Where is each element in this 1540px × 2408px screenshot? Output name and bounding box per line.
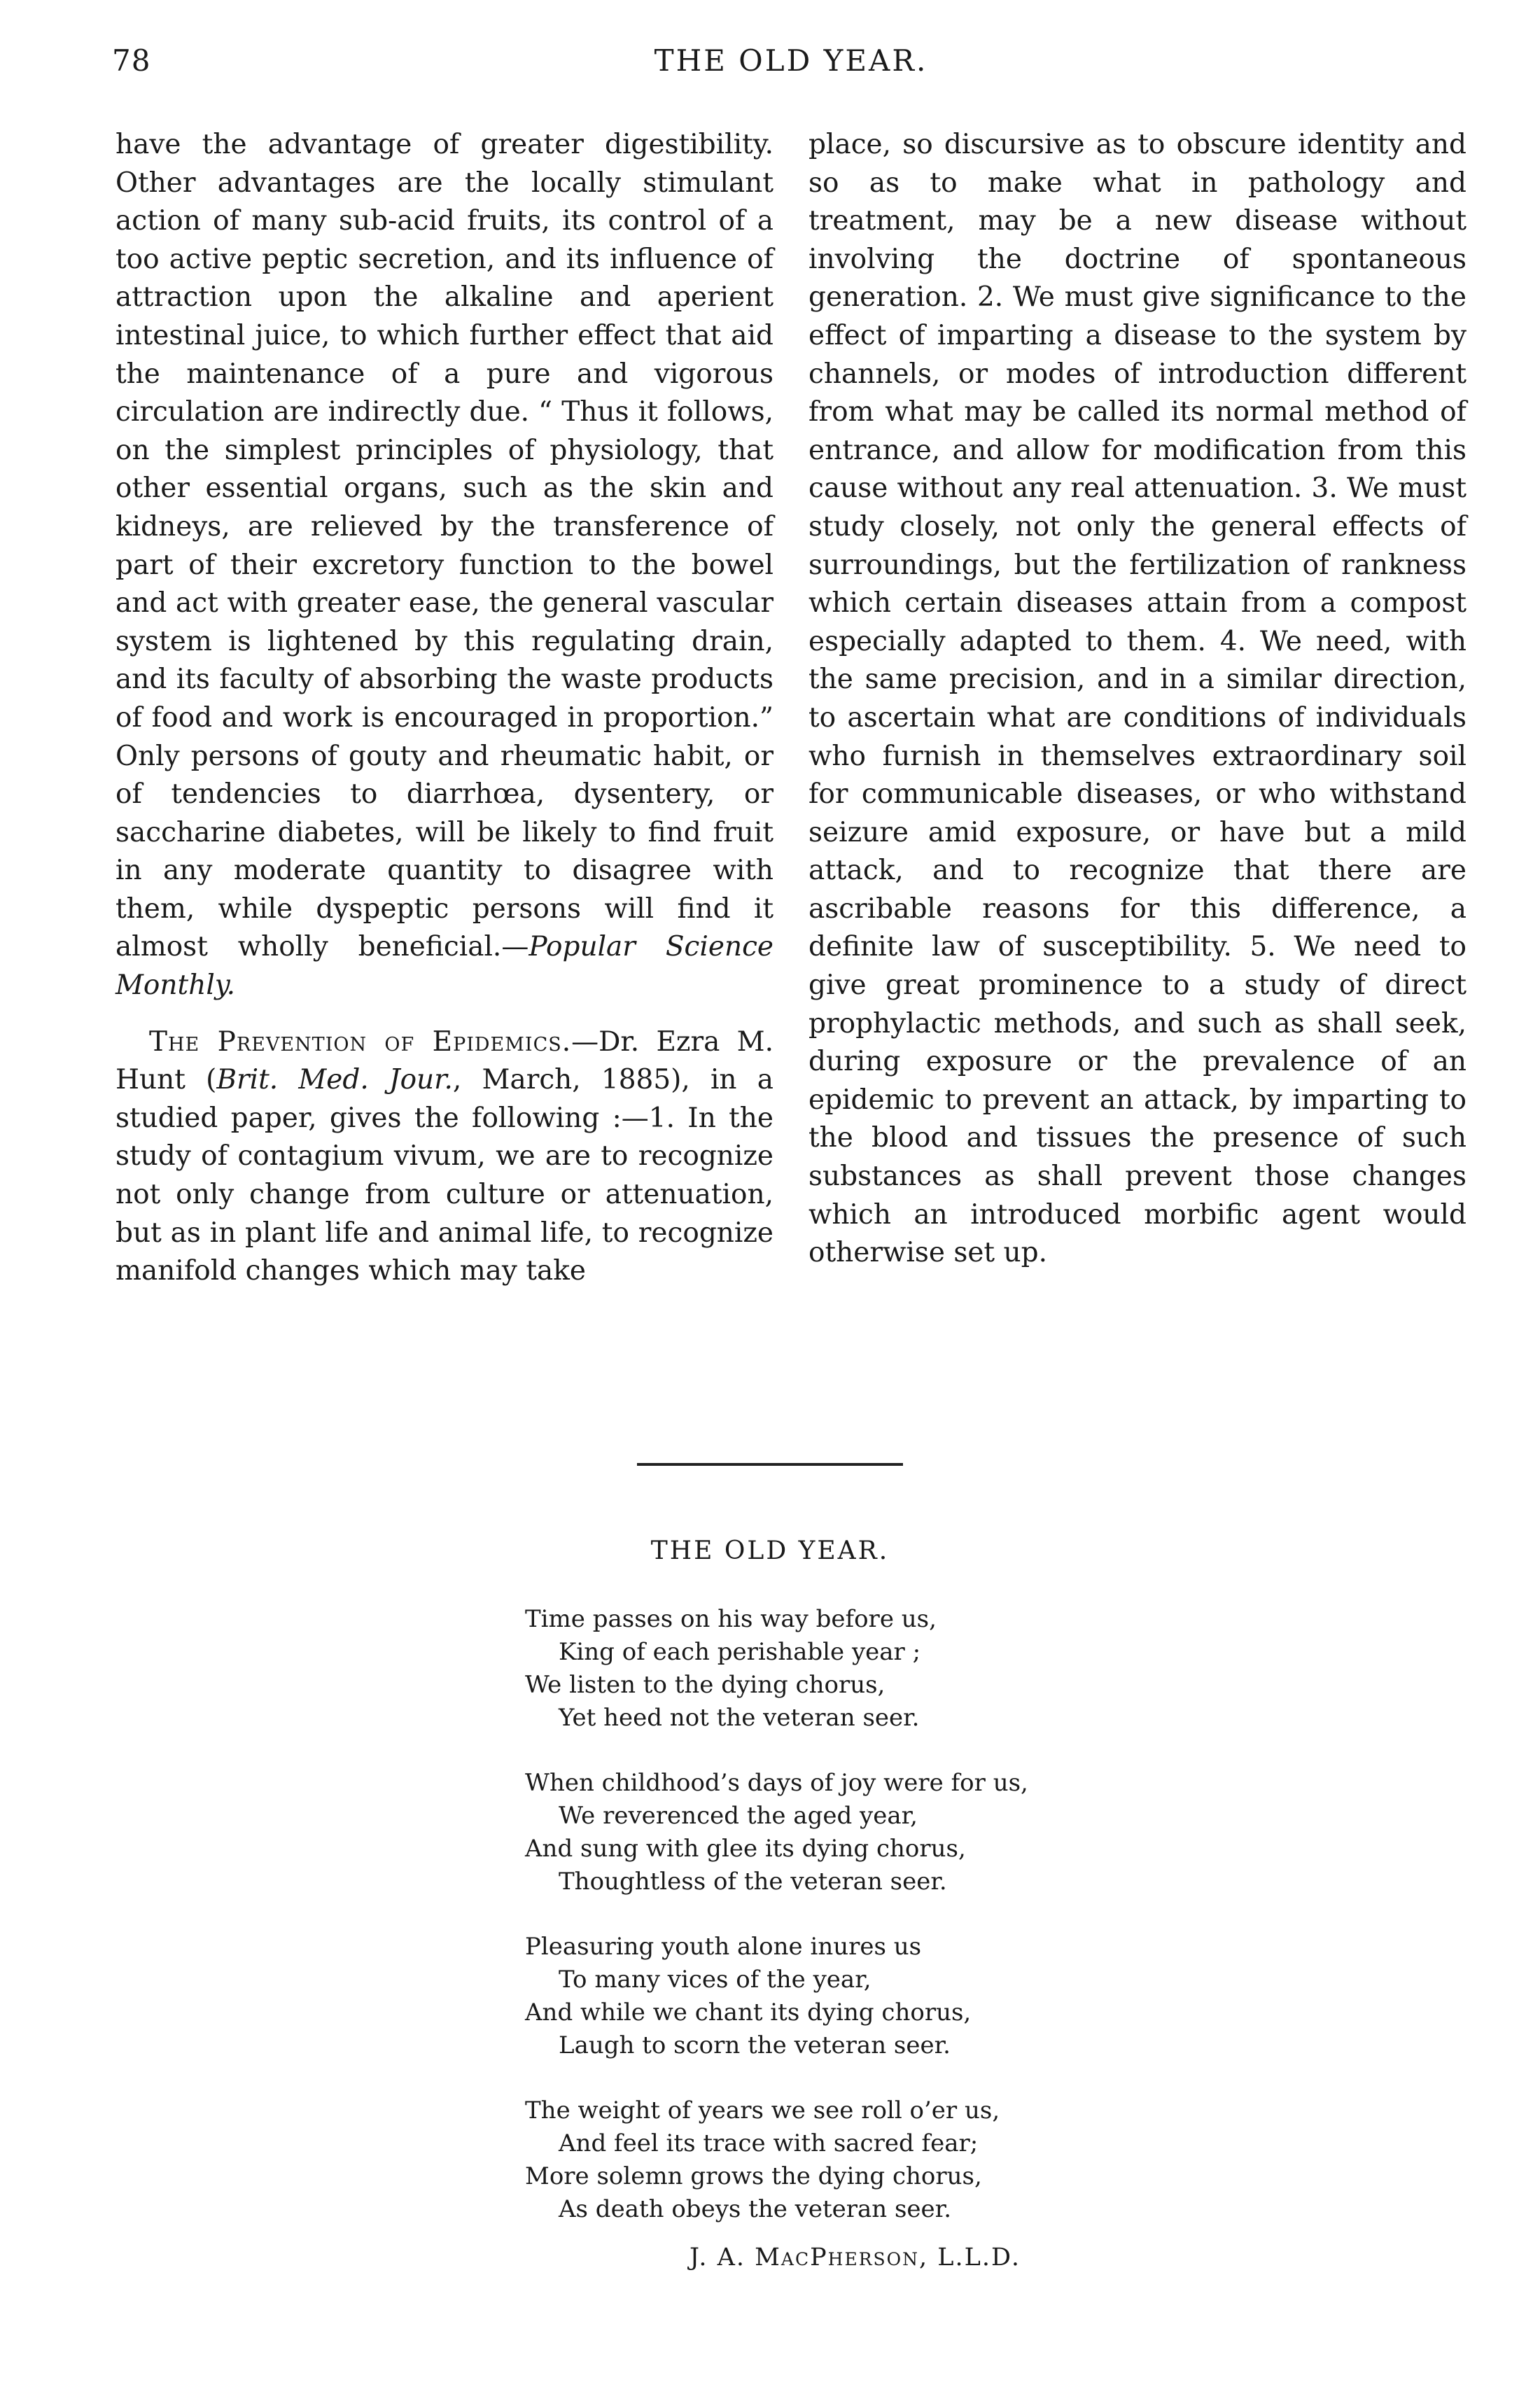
right-column: [808, 126, 1466, 1273]
poem-title: THE OLD YEAR.: [650, 1536, 890, 1565]
poem-stanza: [525, 2094, 1155, 2226]
poem-stanza: [525, 1931, 1155, 2062]
poem-line: We reverenced the aged year,: [559, 1802, 918, 1830]
poem-line: King of each perishable year ;: [559, 1638, 921, 1666]
poem-line: Laugh to scorn the veteran seer.: [559, 2031, 951, 2059]
poem-line: Yet heed not the veteran seer.: [559, 1704, 920, 1732]
epidemics-intro-text: , March, 1885), in a studied paper, gives the following :—1. In the study of contagium vivum, we are to recognize not only change from culture or attenuation, but as in plant life and animal life, to recognize manifold changes which may take: [115, 1064, 774, 1287]
poem-line: And while we chant its dying chorus,: [525, 1998, 972, 2026]
poem-stanza: [525, 1603, 1155, 1735]
poem-line: To many vices of the year,: [559, 1966, 872, 1994]
poem-line: And feel its trace with sacred fear;: [559, 2129, 979, 2157]
fruit-article-citation: Popular Science Monthly.: [115, 931, 774, 1002]
epidemics-continuation: place, so discursive as to obscure identity and so as to make what in pathology and treatment, may be a new disease without involving the doctrine of spontaneous generation. 2. We must give significance to the effect of imparting a disease to the system by channels, or modes of introduction different from what may be called its normal method of entrance, and allow for modification from this cause without any real attenuation. 3. We must study closely, not only the general effects of surroundings, but the fertilization of rankness which certain diseases attain from a compost especially adapted to them. 4. We need, with the same precision, and in a similar direction, to ascertain what are conditions of individuals who furnish in themselves extraordinary soil for communicable diseases, or who withstand seizure amid exposure, or have but a mild attack, and to recognize that there are ascribable reasons for this difference, a definite law of susceptibility. 5. We need to give great prominence to a study of direct prophylactic methods, and such as shall seek, during exposure or the prevalence of an epidemic to prevent an attack, by imparting to the blood and tissues the presence of such substances as shall prevent those changes which an introduced morbific agent would otherwise set up.: [808, 129, 1466, 1269]
poem-signature: J. A. MacPherson, L.L.D.: [690, 2244, 1021, 2272]
section-divider: [637, 1463, 903, 1466]
fruit-article-text: have the advantage of greater digestibility. Other advantages are the locally stimulant action of many sub-acid fruits, its control of a too active peptic secretion, and its influence of attraction upon the alkaline and aperient intestinal juice, to which further effect that aid the maintenance of a pure and vigorous circulation are indirectly due. “ Thus it follows, on the simplest principles of physiology, that other essential organs, such as the skin and kidneys, are relieved by the transference of part of their excretory function to the bowel and act with greater ease, the general vascular system is lightened by this regulating drain, and its faculty of absorbing the waste products of food and work is encouraged in proportion.” Only persons of gouty and rheumatic habit, or of tendencies to diarrhœa, dysentery, or saccharine diabetes, will be likely to find fruit in any moderate quantity to disagree with them, while dyspeptic persons will find it almost wholly beneficial.—: [115, 129, 774, 963]
poem-line: And sung with glee its dying chorus,: [525, 1835, 966, 1863]
epidemics-journal: Brit. Med. Jour.: [216, 1064, 453, 1096]
left-column: [115, 126, 774, 1291]
epidemics-author-intro: —Dr. Ezra M. Hunt (: [115, 1026, 774, 1096]
running-title: THE OLD YEAR.: [654, 43, 928, 78]
poem-line: Pleasuring youth alone inures us: [525, 1933, 922, 1961]
poem-line: The weight of years we see roll o’er us,: [525, 2096, 1000, 2124]
poem-line: Time passes on his way before us,: [525, 1605, 937, 1633]
poem-stanza: [525, 1767, 1155, 1898]
poem-line: More solemn grows the dying chorus,: [525, 2162, 982, 2190]
fruit-article-paragraph: [115, 126, 774, 1005]
poem-line: Thoughtless of the veteran seer.: [559, 1868, 947, 1896]
poem-line: When childhood’s days of joy were for us,: [525, 1769, 1028, 1797]
epidemics-article-paragraph: [115, 1023, 774, 1291]
page-number: 78: [112, 43, 151, 78]
page-header: [112, 43, 1470, 92]
poem-body: [525, 1603, 1155, 2258]
poem-line: As death obeys the veteran seer.: [559, 2195, 951, 2223]
poem-line: We listen to the dying chorus,: [525, 1671, 886, 1699]
epidemics-heading: The Prevention of Epidemics.: [149, 1026, 572, 1058]
